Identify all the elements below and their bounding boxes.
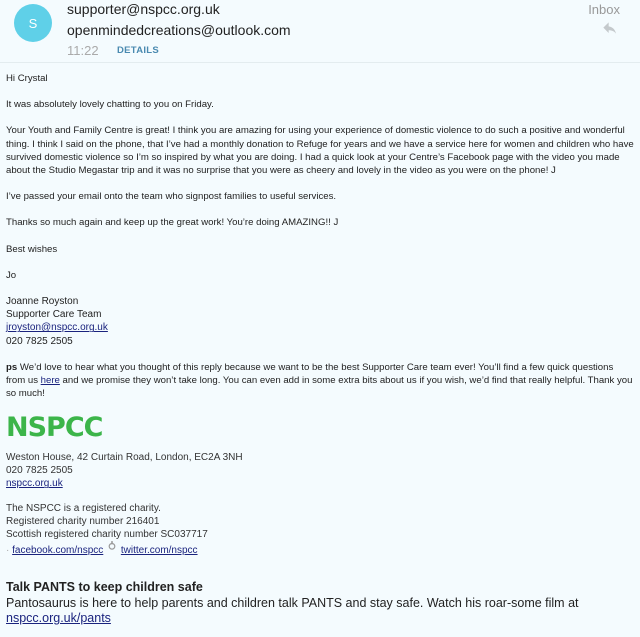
charity-line-1: The NSPCC is a registered charity. (6, 503, 161, 515)
broken-image-icon (108, 541, 116, 550)
avatar-letter: S (28, 15, 38, 31)
closing: Best wishes (6, 243, 58, 255)
org-website-link[interactable]: nspcc.org.uk (6, 478, 63, 490)
paragraph-4: Thanks so much again and keep up the great work! You’re doing AMAZING!! J (6, 217, 339, 229)
reply-icon[interactable] (602, 22, 618, 36)
ps-paragraph (6, 361, 634, 401)
sender-email[interactable]: supporter@nspcc.org.uk (67, 1, 220, 17)
paragraph-1: It was absolutely lovely chatting to you on Friday. (6, 99, 214, 111)
charity-line-2: Registered charity number 216401 (6, 516, 160, 528)
greeting: Hi Crystal (6, 73, 48, 84)
pants-text (6, 596, 636, 626)
charity-info: The NSPCC is a registered charity. Registered charity number 216401 Scottish registered charity number SC037717 · facebook.com/nspcc twitter.com/nspcc (6, 503, 208, 557)
pants-link[interactable]: nspcc.org.uk/pants (6, 611, 111, 625)
ps-text-1: We’d love to hear what you thought of this reply because we want to be the best Supporter Care team ever! You’ll find a few quick questions from us (6, 361, 614, 387)
email-time: 11:22 (67, 43, 99, 58)
recipient-email[interactable]: openmindedcreations@outlook.com (67, 22, 291, 38)
signature-team: Supporter Care Team (6, 309, 102, 321)
org-address-block (6, 451, 634, 490)
twitter-link[interactable]: twitter.com/nspcc (120, 545, 198, 557)
ps-label: ps (6, 361, 18, 373)
email-body (6, 72, 634, 557)
details-button[interactable]: DETAILS (117, 45, 160, 56)
paragraph-3: I’ve passed your email onto the team who signpost families to useful services. (6, 191, 337, 203)
charity-line-3: Scottish registered charity number SC037717 (6, 529, 208, 541)
folder-label: Inbox (588, 2, 620, 17)
org-address: Weston House, 42 Curtain Road, London, EC2A 3NH (6, 452, 243, 464)
facebook-link[interactable]: facebook.com/nspcc (12, 545, 104, 557)
paragraph-2: Your Youth and Family Centre is great! I think you are amazing for using your experience of domestic violence to do such a positive and wonderful thing. I think I said on the phone, that I’ve had a monthly donation to Refuge for years and we have a service here for women and children who have survived domestic violence so I’m so inspired by what you are doing. I had a quick look at your Centre’s Facebook page with the video you made about the Studio Megastar trip and it was no surprise that you were as cheery and lovely in the video as you were on the phone! J (6, 125, 634, 177)
ps-text-2: and we promise they won’t take long. You can even add in some extra bits about us if you wish, we’d find that really helpful. Thank you so much! (6, 375, 633, 400)
signature (6, 295, 634, 348)
signature-name: Joanne Royston (6, 296, 79, 308)
org-phone: 020 7825 2505 (6, 465, 73, 477)
nspcc-logo: NSPCC (6, 412, 103, 444)
signature-phone: 020 7825 2505 (6, 335, 73, 347)
signature-email-link[interactable]: jroyston@nspcc.org.uk (6, 322, 108, 334)
survey-link[interactable]: here (40, 375, 60, 387)
sender-avatar[interactable] (14, 4, 52, 42)
pants-description: Pantosaurus is here to help parents and children talk PANTS and stay safe. Watch his roar-some film at (6, 596, 579, 610)
email-header (0, 0, 640, 63)
pants-title: Talk PANTS to keep children safe (6, 580, 203, 594)
short-name: Jo (6, 269, 17, 281)
